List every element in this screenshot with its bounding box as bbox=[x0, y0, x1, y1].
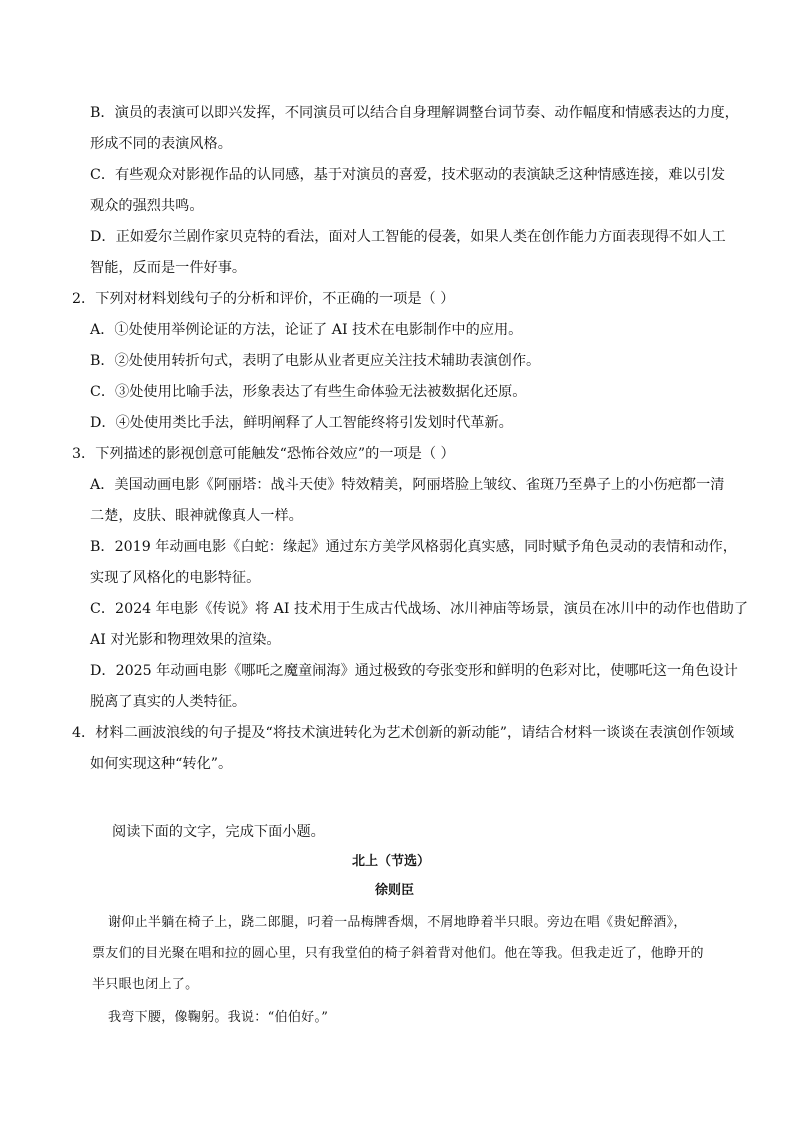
question-2-option-a: A．①处使用举例论证的方法，论证了 AI 技术在电影制作中的应用。 bbox=[90, 322, 523, 338]
question-2-option-d: D．④处使用类比手法，鲜明阐释了人工智能终将引发划时代革新。 bbox=[90, 415, 513, 431]
question-4-line-2: 如何实现这种“转化”。 bbox=[90, 756, 233, 772]
question-2-option-c: C．③处使用比喻手法，形象表达了有些生命体验无法被数据化还原。 bbox=[90, 384, 527, 400]
question-3-option-a-line-2: 二楚，皮肤、眼神就像真人一样。 bbox=[90, 508, 303, 524]
passage-paragraph-1-line-3: 半只眼也闭上了。 bbox=[92, 977, 199, 992]
passage-author: 徐则臣 bbox=[375, 883, 415, 898]
question-2-option-b: B．②处使用转折句式，表明了电影从业者更应关注技术辅助表演创作。 bbox=[90, 353, 541, 369]
question-2-stem: 2．下列对材料划线句子的分析和评价，不正确的一项是（ ） bbox=[72, 291, 455, 307]
option-1d-line-2: 智能，反而是一件好事。 bbox=[90, 260, 247, 276]
reading-instruction: 阅读下面的文字，完成下面小题。 bbox=[112, 824, 325, 840]
option-1d-line-1: D．正如爱尔兰剧作家贝克特的看法，面对人工智能的侵袭，如果人类在创作能力方面表现得不如人工 bbox=[90, 229, 726, 245]
passage-title: 北上（节选） bbox=[352, 854, 431, 869]
question-3-option-c-line-2: AI 对光影和物理效果的渲染。 bbox=[90, 632, 281, 648]
option-1c-line-2: 观众的强烈共鸣。 bbox=[90, 198, 204, 214]
option-3b-line-1: B．演员的表演可以即兴发挥，不同演员可以结合自身理解调整台词节奏、动作幅度和情感表达的力度， bbox=[90, 105, 739, 121]
question-3-option-a-line-1: A．美国动画电影《阿丽塔：战斗天使》特效精美，阿丽塔脸上皱纹、雀斑乃至鼻子上的小伤疤都一清 bbox=[90, 477, 725, 493]
question-3-option-b-line-1: B．2019 年动画电影《白蛇：缘起》通过东方美学风格弱化真实感，同时赋予角色灵动的表情和动作， bbox=[90, 539, 737, 555]
question-3-option-d-line-1: D．2025 年动画电影《哪吒之魔童闹海》通过极致的夸张变形和鲜明的色彩对比，使哪吒这一角色设计 bbox=[90, 663, 738, 679]
passage-paragraph-1-line-1: 谢仰止半躺在椅子上，跷二郎腿，叼着一品梅牌香烟，不屑地睁着半只眼。旁边在唱《贵妃醉酒》， bbox=[108, 915, 687, 930]
question-4-line-1: 4．材料二画波浪线的句子提及“将技术演进转化为艺术创新的新动能”，请结合材料一谈谈在表演创作领域 bbox=[72, 725, 734, 741]
option-3b-line-2: 形成不同的表演风格。 bbox=[90, 136, 232, 152]
passage-paragraph-1-line-2: 票友们的目光聚在唱和拉的圆心里，只有我堂伯的椅子斜着背对他们。他在等我。但我走近了，他睁开的 bbox=[92, 946, 704, 961]
question-3-option-d-line-2: 脱离了真实的人类特征。 bbox=[90, 694, 247, 710]
option-1c-line-1: C．有些观众对影视作品的认同感，基于对演员的喜爱，技术驱动的表演缺乏这种情感连接，难以引发 bbox=[90, 167, 726, 183]
passage-paragraph-2: 我弯下腰，像鞠躬。我说：“伯伯好。” bbox=[108, 1010, 329, 1025]
question-3-option-b-line-2: 实现了风格化的电影特征。 bbox=[90, 570, 261, 586]
question-3-stem: 3．下列描述的影视创意可能触发“恐怖谷效应”的一项是（ ） bbox=[72, 446, 455, 462]
question-3-option-c-line-1: C．2024 年电影《传说》将 AI 技术用于生成古代战场、冰川神庙等场景，演员在冰川中的动作也借助了 bbox=[90, 601, 749, 617]
